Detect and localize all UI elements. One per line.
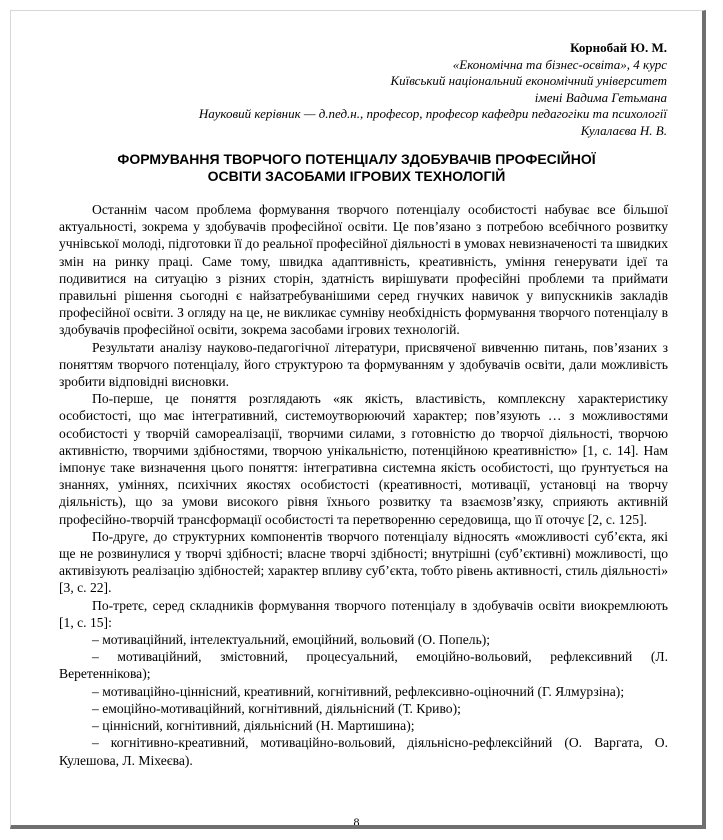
- paragraph: По-третє, серед складників формування творчого потенціалу в здобувачів освіти виокремлюють [1, с. 15]:: [59, 597, 668, 630]
- paragraph: По-перше, це поняття розглядають «як якість, властивість, комплексну характеристику особистості, що має інтегративний, системоутворюючий характер; пов’язують … з можливостями особистості у творчій самореалізації, творчими силами, з готовністю до творчої діяльності, творчою активністю, творчими здібностями, творчою унікальністю, потенційною креативністю» [1, с. 14]. Нам імпонує таке визначення цього поняття: інтегративна системна якість особистості, що ґрунтується на знаннях, уміннях, психічних якостях особистості (креативності, мотивації, установці на творчу діяльність), що за умови високого рівня їхнього розвитку та взаємозв’язку, сприяють активній професійно-творчій трансформації особистості та перетворенню середовища, що її оточує [2, с. 125].: [59, 391, 668, 527]
- page-number: 8: [353, 815, 360, 829]
- supervisor-name: Кулалаєва Н. В.: [580, 122, 667, 138]
- paragraph: Останнім часом проблема формування творчого потенціалу особистості набуває все більшої актуальності, зокрема у здобувачів професійної освіти. Це пов’язано з потребою всебічного розвитку учнівської молоді, підготовки її до реальної професійної діяльності в умовах невизначеності та швидких змін на ринку праці. Саме тому, швидка адаптивність, креативність, уміння генерувати ідеї та подивитися на ситуацію з різних сторін, здатність вирішувати професійні проблеми та приймати правильні рішення сьогодні є найзатребуванішими серед гнучких навичок у випускників закладів професійної освіти. З огляду на це, не викликає сумніву необхідність формування творчого потенціалу в здобувачів професійної освіти, зокрема засобами ігрових технологій.: [59, 202, 668, 338]
- list-item: – мотиваційно-ціннісний, креативний, когнітивний, рефлексивно-оціночний (Г. Ялмурзіна);: [92, 683, 625, 699]
- list-item: – мотиваційний, змістовний, процесуальний, емоційно-вольовий, рефлексивний (Л. Веретеннікова);: [59, 649, 668, 682]
- author-name: Корнобай Ю. М.: [570, 40, 667, 55]
- paper-title: [11, 151, 702, 185]
- list-item: – мотиваційний, інтелектуальний, емоційний, вольовий (О. Попель);: [92, 632, 491, 648]
- paper-title-line: ОСВІТИ ЗАСОБАМИ ІГРОВИХ ТЕХНОЛОГІЙ: [207, 168, 506, 184]
- list-item: – когнітивно-креативний, мотиваційно-вольовий, діяльнісно-рефлексійний (О. Варгата, О. Кулешова, Л. Міхеєва).: [59, 735, 668, 768]
- paper-title-line: ФОРМУВАННЯ ТВОРЧОГО ПОТЕНЦІАЛУ ЗДОБУВАЧІВ ПРОФЕСІЙНОЇ: [117, 151, 596, 167]
- list-item: – ціннісний, когнітивний, діяльнісний (Н. Мартишина);: [92, 718, 415, 734]
- author-info-block: [199, 40, 667, 139]
- author-program: «Економічна та бізнес-освіта», 4 курс: [452, 56, 667, 72]
- document-page: [10, 10, 706, 829]
- supervisor-title: Науковий керівник — д.пед.н., професор, професор кафедри педагогіки та психології: [198, 106, 667, 121]
- list-item: – емоційно-мотиваційний, когнітивний, діяльнісний (Т. Криво);: [92, 700, 461, 716]
- author-university: Київський національний економічний університет: [390, 73, 667, 88]
- paragraph: По-друге, до структурних компонентів творчого потенціалу відносять «можливості суб’єкта, які ще не розвинулися у творчі здібності; власне творчі здібності; внутрішні (суб’єктивні) можливості, що активізують реалізацію здібностей; характер впливу суб’єкта, тобто рівень активності, стиль діяльності» [3, с. 22].: [59, 528, 668, 596]
- paragraph: Результати аналізу науково-педагогічної літератури, присвяченої вивченню питань, пов’язаних з поняттям творчого потенціалу, його структурою та формуванням у здобувачів освіти, дали можливість зробити відповідні висновки.: [59, 339, 668, 390]
- author-university-name: імені Вадима Гетьмана: [534, 89, 667, 105]
- paper-body: [59, 201, 668, 769]
